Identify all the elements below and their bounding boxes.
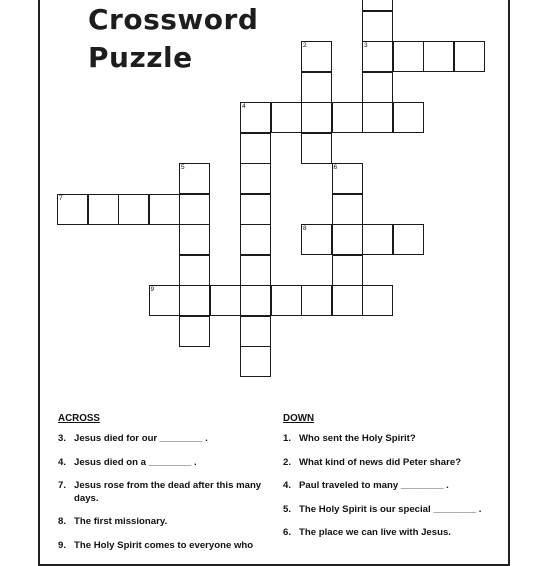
clue-number: 9 <box>150 286 155 293</box>
grid-cell[interactable] <box>362 11 393 42</box>
grid-cell[interactable] <box>332 102 363 133</box>
grid-cell[interactable] <box>179 316 210 347</box>
grid-cell[interactable] <box>240 194 271 225</box>
grid-cell[interactable] <box>393 102 424 133</box>
across-heading: ACROSS <box>58 413 100 424</box>
grid-cell[interactable] <box>301 72 332 103</box>
grid-cell[interactable] <box>240 224 271 255</box>
clue-number: 8 <box>303 225 307 232</box>
grid-cell[interactable] <box>240 316 271 347</box>
grid-cell[interactable] <box>240 285 271 316</box>
grid-cell[interactable] <box>454 41 485 72</box>
grid-cell[interactable] <box>240 346 271 377</box>
clue-number: 7 <box>59 194 63 202</box>
grid-cell[interactable] <box>301 285 332 316</box>
grid-cell[interactable] <box>362 102 393 133</box>
clue-down-2: 2. What kind of news did Peter share? <box>283 456 462 468</box>
grid-cell[interactable] <box>332 163 363 194</box>
grid-cell[interactable] <box>271 102 302 133</box>
across-clues <box>58 413 268 563</box>
down-clues <box>283 413 493 551</box>
grid-cell[interactable] <box>393 224 424 255</box>
clue-number: 4 <box>242 103 246 110</box>
page-title-line1: Crossword <box>88 3 259 36</box>
clue-number: 3 <box>364 42 368 49</box>
grid-cell[interactable] <box>149 194 180 225</box>
grid-cell[interactable] <box>362 72 393 103</box>
grid-cell[interactable] <box>179 255 210 286</box>
clue-across-8: 8. The first missionary. <box>58 516 168 527</box>
grid-cell[interactable] <box>240 255 271 286</box>
clue-across-3: 3. Jesus died for our ________ . <box>58 433 208 444</box>
grid-cell[interactable] <box>332 285 363 316</box>
grid-cell[interactable] <box>362 0 393 11</box>
grid-cell[interactable] <box>393 41 424 72</box>
grid-cell[interactable] <box>179 163 210 194</box>
grid-cell[interactable] <box>332 255 363 286</box>
page-title-line2: Puzzle <box>88 41 193 74</box>
grid-cell[interactable] <box>179 194 210 225</box>
grid-cell[interactable] <box>88 194 119 225</box>
clue-down-1: 1. Who sent the Holy Spirit? <box>283 433 416 444</box>
down-heading: DOWN <box>283 413 315 424</box>
grid-cell[interactable] <box>301 133 332 164</box>
clue-across-7: 7. Jesus rose from the dead after this many days. <box>58 480 262 504</box>
clue-down-6: 6. The place we can live with Jesus. <box>283 527 451 538</box>
grid-cell[interactable] <box>57 194 88 225</box>
grid-cell[interactable] <box>179 224 210 255</box>
grid-cell[interactable] <box>118 194 149 225</box>
grid-cell[interactable] <box>271 285 302 316</box>
clue-down-4: 4. Paul traveled to many ________ . <box>283 480 449 491</box>
grid-cell[interactable] <box>240 163 271 194</box>
grid-cell[interactable] <box>362 285 393 316</box>
clue-across-9: 9. The Holy Spirit comes to everyone who <box>58 539 254 551</box>
clue-number: 5 <box>181 164 185 171</box>
grid-cell[interactable] <box>301 224 332 255</box>
clue-across-4: 4. Jesus died on a ________ . <box>58 456 197 468</box>
grid-cell[interactable] <box>240 102 271 133</box>
grid-cell[interactable] <box>179 285 210 316</box>
grid-cell[interactable] <box>301 41 332 72</box>
grid-cell[interactable] <box>423 41 454 72</box>
grid-cell[interactable] <box>332 224 363 255</box>
clue-number: 2 <box>303 42 307 49</box>
grid-cell[interactable] <box>362 41 393 72</box>
grid-cell[interactable] <box>332 194 363 225</box>
clue-down-5: 5. The Holy Spirit is our special ________ . <box>283 503 482 515</box>
grid-cell[interactable] <box>240 133 271 164</box>
grid-cell[interactable] <box>301 102 332 133</box>
clue-number: 6 <box>333 164 338 171</box>
grid-cell[interactable] <box>362 224 393 255</box>
grid-cell[interactable] <box>210 285 241 316</box>
grid-cell[interactable] <box>149 285 180 316</box>
